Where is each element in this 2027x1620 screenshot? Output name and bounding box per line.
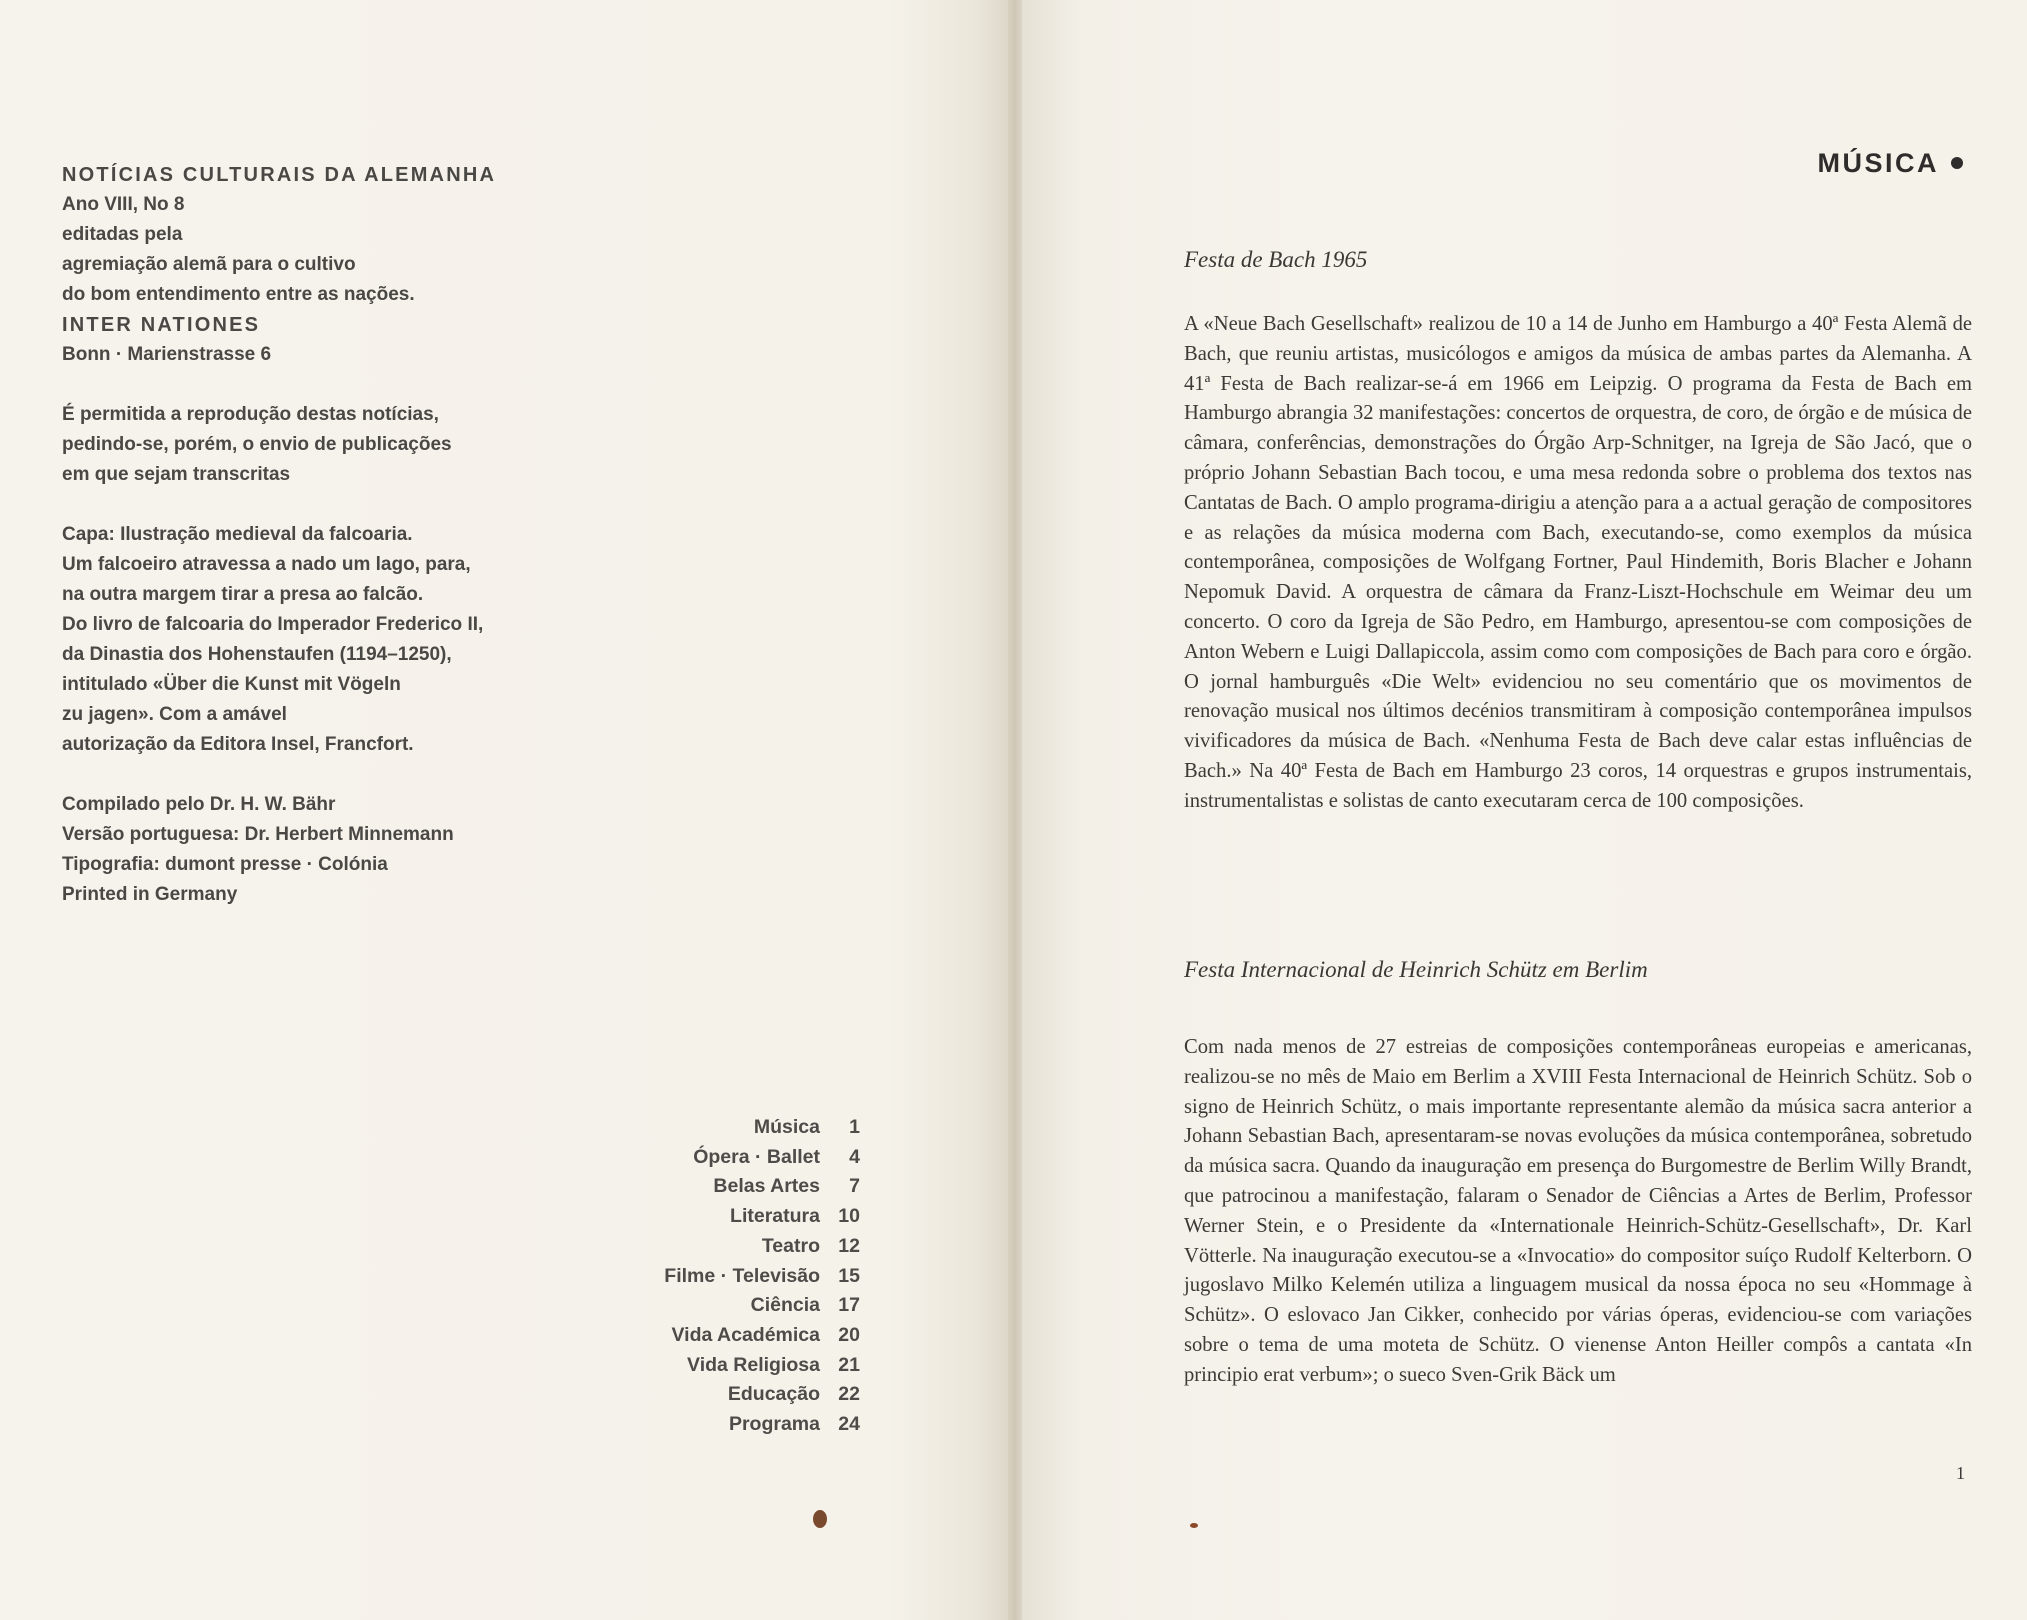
colophon-line: intitulado «Über die Kunst mit Vögeln [62,674,401,695]
article-title: Festa de Bach 1965 [1184,247,1368,272]
issue-number: Ano VIII, No 8 [62,194,185,215]
colophon-line: Um falcoeiro atravessa a nado um lago, para, [62,554,471,575]
colophon-line: na outra margem tirar a presa ao falcão. [62,584,424,605]
section-title [1818,148,1964,179]
colophon-line: pedindo-se, porém, o envio de publicações [62,434,452,455]
publisher-name: INTER NATIONES [62,314,261,336]
colophon-line: da Dinastia dos Hohenstaufen (1194–1250), [62,644,452,665]
toc-label: Ciência [750,1294,820,1317]
toc-entry[interactable] [560,1143,860,1173]
toc-page: 20 [838,1323,860,1346]
colophon-line: em que sejam transcritas [62,464,291,485]
colophon-line: Compilado pelo Dr. H. W. Bähr [62,794,336,815]
toc-label: Programa [728,1413,820,1436]
toc-entry[interactable] [560,1262,860,1292]
colophon-line: Capa: Ilustração medieval da falcoaria. [62,524,413,545]
toc-page: 22 [838,1383,860,1406]
toc-label: Filme · Televisão [664,1264,820,1287]
toc-label: Literatura [730,1205,820,1228]
toc-page: 21 [838,1353,860,1376]
toc-entry[interactable] [560,1410,860,1440]
section-title-text: MÚSICA [1817,148,1939,178]
colophon-header [62,160,622,370]
article-title: Festa Internacional de Heinrich Schütz em Berlim [1184,957,1648,982]
toc-label: Música [753,1116,820,1138]
article-body: A «Neue Bach Gesellschaft» realizou de 10 a 14 de Junho em Hamburgo a 40ª Festa Alemã de Bach, que reuniu artistas, musicólogos e amigos da música de ambas partes da Alemanha. A 41ª Festa de Bach realizar-se-á em 1966 em Leipzig. O programa da Festa de Bach em Hamburgo abrangia 32 manifestações: concertos de orquestra, de coro, de órgão e de música de câmara, conferências, demonstrações do Órgão Arp-Schnitger, na Igreja de São Jacó, que o próprio Johann Sebastian Bach tocou, e uma mesa redonda sobre o problema dos textos nas Cantatas de Bach. O amplo programa-dirigiu a atenção para a a actual geração de compositores e as relações da música moderna com Bach, executando-se, como exemplos da música contemporânea, composições de Wolfgang Fortner, Paul Hindemith, Boris Blacher e Johann Nepomuk David. A orquestra de câmara da Franz-Liszt-Hochschule em Weimar deu um concerto. O coro da Igreja de São Pedro, em Hamburgo, apresentou-se com composições de Anton Webern e Luigi Dallapiccola, assim como com composições de Bach para coro e órgão. O jornal hamburguês «Die Welt» evidenciou no seu comentário que os movimentos de renovação musical nos últimos decénios transmitiram à composição contemporânea impulsos vivificadores da música de Bach. «Nenhuma Festa de Bach deve calar estas influências de Bach.» Na 40ª Festa de Bach em Hamburgo 23 coros, 14 orquestras e grupos instrumentais, instrumentalistas e solistas de canto executaram cerca de 100 composições. [1184,313,1972,812]
toc-label: Teatro [761,1234,820,1257]
publication-title: NOTÍCIAS CULTURAIS DA ALEMANHA [62,164,497,186]
toc-page: 24 [838,1413,860,1436]
toc-page: 1 [849,1116,860,1138]
toc-entry[interactable] [560,1172,860,1202]
toc-page: 7 [849,1175,860,1198]
toc-entry[interactable] [560,1321,860,1351]
publisher-address: Bonn · Marienstrasse 6 [62,344,272,365]
book-gutter [1008,0,1022,1620]
toc-page: 10 [838,1205,860,1228]
colophon-line: Tipografia: dumont presse · Colónia [62,854,388,875]
toc-entry[interactable] [560,1351,860,1381]
bullet-icon [1951,157,1963,169]
colophon-line: É permitida a reprodução destas notícias, [62,404,439,425]
left-page [0,0,1008,1620]
toc-label: Belas Artes [713,1175,820,1198]
paper-blemish [813,1510,827,1528]
colophon-line: Versão portuguesa: Dr. Herbert Minnemann [62,824,454,845]
toc-page: 15 [838,1264,860,1287]
toc-page: 4 [849,1145,860,1168]
article-bach-festival [1184,245,1972,817]
page-number: 1 [1956,1463,1965,1483]
colophon [62,160,622,940]
toc-entry[interactable] [560,1291,860,1321]
toc-label: Ópera · Ballet [693,1145,820,1168]
toc-entry[interactable] [560,1380,860,1410]
cover-caption [62,520,622,760]
paper-blemish [1190,1523,1198,1528]
toc-page: 12 [838,1234,860,1257]
colophon-line: Printed in Germany [62,884,238,905]
colophon-line: editadas pela [62,224,183,245]
colophon-line: zu jagen». Com a amável [62,704,287,725]
toc-label: Vida Académica [671,1323,820,1346]
colophon-line: agremiação alemã para o cultivo [62,254,356,275]
colophon-line: autorização da Editora Insel, Francfort. [62,734,414,755]
article-body: Com nada menos de 27 estreias de composições contemporâneas europeias e americanas, realizou-se no mês de Maio em Berlim a XVIII Festa Internacional de Heinrich Schütz. Sob o signo de Heinrich Schütz, o mais importante representante alemão da música sacra anterior a Johann Sebastian Bach, apresentaram-se novas evoluções da música contemporânea, sobretudo da música sacra. Quando da inauguração em presença do Burgomestre de Berlim Willy Brandt, que patrocinou a manifestação, falaram o Senador de Ciências a Artes de Berlim, Professor Werner Stein, e o Presidente da «Internationale Heinrich-Schütz-Gesellschaft», Dr. Karl Vötterle. Na inauguração executou-se a «Invocatio» do compositor suíço Rudolf Kelterborn. O jugoslavo Milko Kelemén utiliza a linguagem musical da nossa época no seu «Hommage à Schütz». O eslovaco Jan Cikker, conhecido por várias óperas, evidenciou-se com variações sobre o tema de uma moteta de Schütz. O vienense Anton Heiller compôs a cantata «In principio erat verbum»; o sueco Sven-Grik Bäck um [1184,1036,1972,1386]
colophon-line: Do livro de falcoaria do Imperador Frederico II, [62,614,484,635]
article-schutz-festival [1184,955,1972,1391]
toc-entry[interactable] [560,1113,860,1143]
colophon-line: do bom entendimento entre as nações. [62,284,415,305]
toc-entry[interactable] [560,1232,860,1262]
toc-label: Educação [727,1383,820,1406]
toc-label: Vida Religiosa [687,1353,820,1376]
reproduction-notice [62,400,622,490]
table-of-contents [560,1113,860,1440]
credits [62,790,622,910]
toc-entry[interactable] [560,1202,860,1232]
toc-page: 17 [838,1294,860,1317]
